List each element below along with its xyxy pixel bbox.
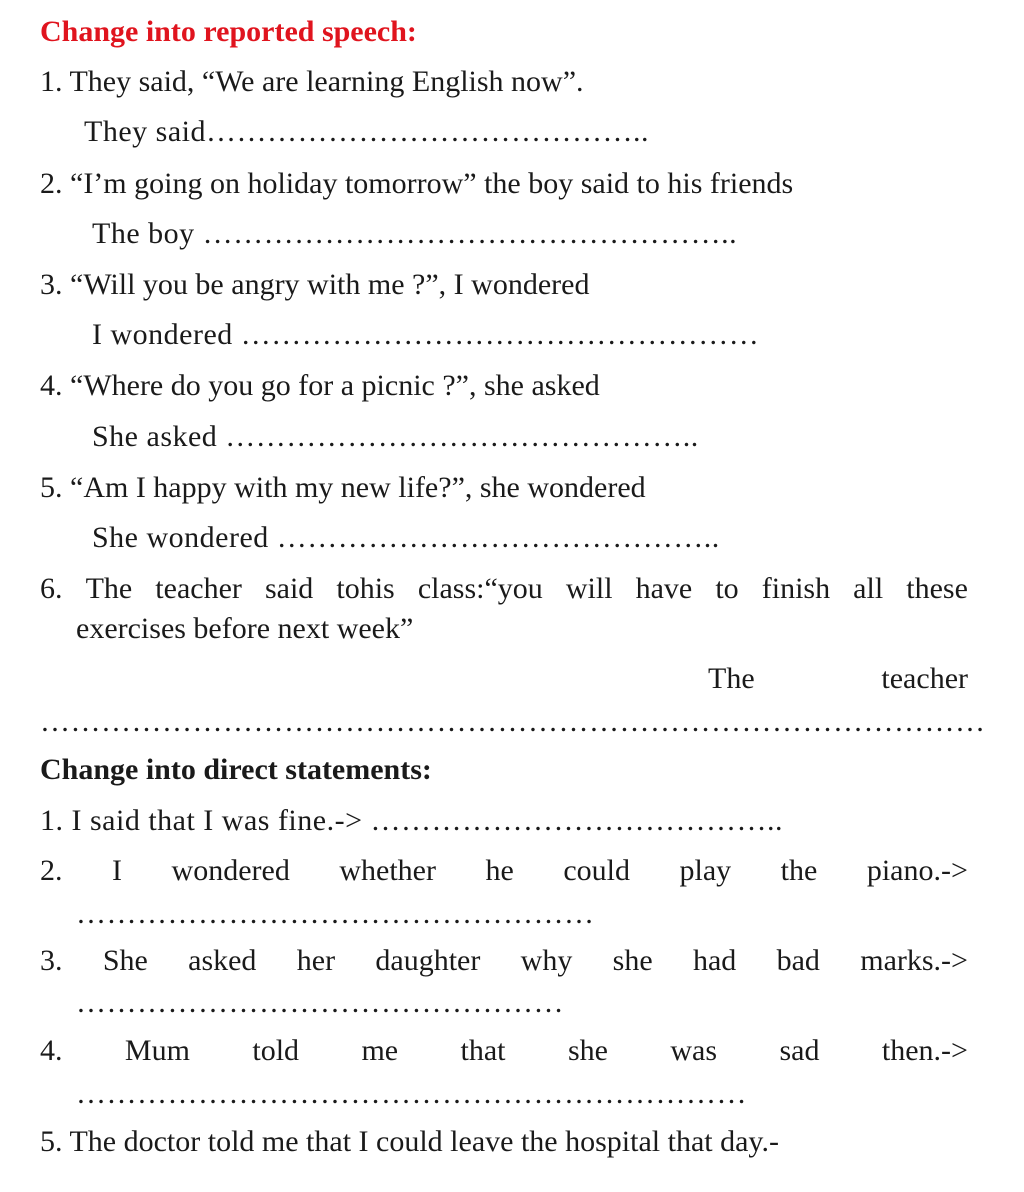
answer-line-5[interactable]: She wondered …………………………………….. — [92, 521, 720, 554]
word: she — [612, 944, 653, 977]
section-heading-direct: Change into direct statements: — [40, 753, 432, 786]
word: 4. — [40, 1034, 63, 1067]
word: wondered — [171, 854, 290, 887]
question-4: 4. “Where do you go for a picnic ?”, she asked — [40, 369, 600, 402]
answer-line-3[interactable]: I wondered …………………………………………… — [92, 318, 760, 351]
word: had — [692, 944, 737, 977]
word: marks.-> — [860, 944, 968, 977]
word: have — [635, 572, 693, 605]
question-6-line1 — [40, 571, 968, 607]
word: play — [679, 854, 732, 887]
word: sad — [779, 1034, 820, 1067]
direct-question-2 — [40, 853, 968, 889]
word: why — [520, 944, 573, 977]
word: she — [567, 1034, 608, 1067]
word: She — [102, 944, 148, 977]
direct-answer-line-2[interactable]: …………………………………………… — [76, 897, 595, 930]
word: tohis — [336, 572, 395, 605]
word: then.-> — [881, 1034, 968, 1067]
word: said — [264, 572, 314, 605]
answer-line-1[interactable]: They said…………………………………….. — [84, 115, 649, 148]
question-6-line2: exercises before next week” — [76, 612, 414, 645]
word: teacher — [155, 572, 242, 605]
word: will — [565, 572, 613, 605]
question-3: 3. “Will you be angry with me ?”, I wondered — [40, 268, 590, 301]
word: Mum — [124, 1034, 190, 1067]
word: The — [85, 572, 133, 605]
direct-question-3 — [40, 943, 968, 979]
direct-answer-line-4[interactable]: ………………………………………………………… — [76, 1077, 747, 1110]
word: The — [708, 662, 755, 695]
word: could — [563, 854, 630, 887]
answer-line-6[interactable]: ………………………………………………………………………………… — [40, 705, 986, 738]
direct-question-4 — [40, 1033, 968, 1069]
word: bad — [776, 944, 820, 977]
word: finish — [761, 572, 831, 605]
question-2: 2. “I’m going on holiday tomorrow” the boy said to his friends — [40, 167, 794, 200]
word: these — [906, 572, 968, 605]
word: that — [460, 1034, 506, 1067]
word: he — [485, 854, 514, 887]
direct-question-1[interactable]: 1. I said that I was fine.-> ………………………………….. — [40, 804, 783, 837]
word: 2. — [40, 854, 63, 887]
direct-question-5: 5. The doctor told me that I could leave the hospital that day.- — [40, 1125, 779, 1158]
answer-line-4[interactable]: She asked ……………………………………….. — [92, 420, 699, 453]
word: I — [112, 854, 123, 887]
question-1: 1. They said, “We are learning English now”. — [40, 65, 584, 98]
word: teacher — [881, 662, 968, 695]
word: her — [296, 944, 336, 977]
section-heading-reported: Change into reported speech: — [40, 15, 417, 48]
word: piano.-> — [866, 854, 968, 887]
word: to — [715, 572, 739, 605]
word: asked — [188, 944, 257, 977]
word: told — [252, 1034, 300, 1067]
word: whether — [339, 854, 436, 887]
word: 6. — [40, 572, 63, 605]
answer-6-prefix — [708, 661, 968, 697]
word: was — [670, 1034, 718, 1067]
answer-line-2[interactable]: The boy …………………………………………….. — [92, 217, 738, 250]
word: me — [361, 1034, 399, 1067]
word: daughter — [375, 944, 481, 977]
word: class:“you — [417, 572, 543, 605]
direct-answer-line-3[interactable]: ………………………………………… — [76, 986, 564, 1019]
word: the — [780, 854, 818, 887]
word: 3. — [40, 944, 63, 977]
word: all — [853, 572, 884, 605]
question-5: 5. “Am I happy with my new life?”, she wondered — [40, 471, 646, 504]
